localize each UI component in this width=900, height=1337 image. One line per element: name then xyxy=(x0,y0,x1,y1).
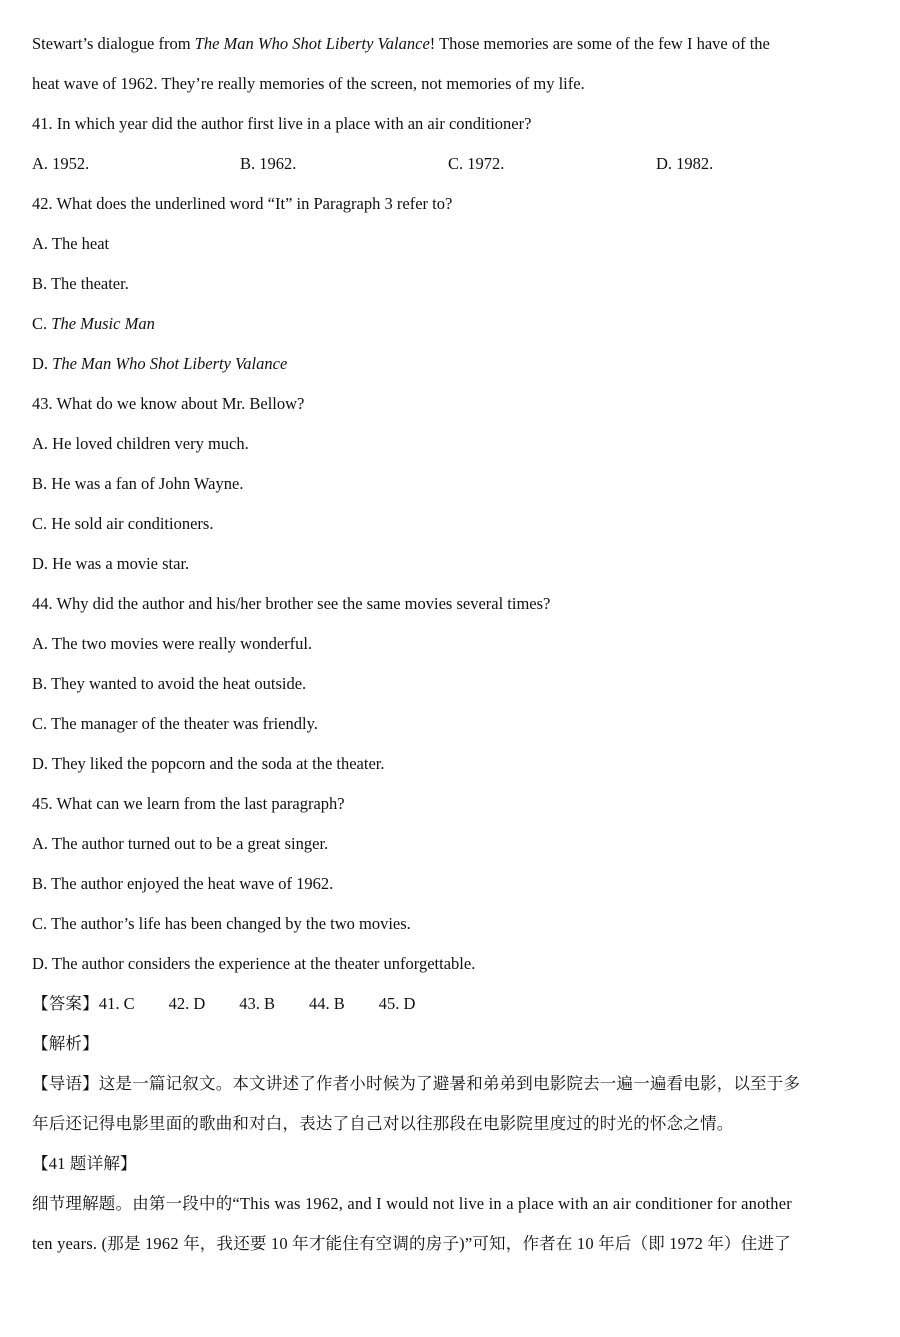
passage-text: ! Those memories are some of the few I have of the xyxy=(429,34,770,53)
question-stem: 43. What do we know about Mr. Bellow? xyxy=(32,394,305,413)
option-a: A. 1952. xyxy=(32,154,90,173)
option-b: B. The author enjoyed the heat wave of 1962. xyxy=(32,874,334,893)
option-letter: A. xyxy=(32,234,52,253)
option-a: A. The two movies were really wonderful. xyxy=(32,634,313,653)
option-d: D. He was a movie star. xyxy=(32,554,190,573)
option-b: B. They wanted to avoid the heat outside. xyxy=(32,674,307,693)
option-c: C. The manager of the theater was friendly. xyxy=(32,714,318,733)
option-d xyxy=(32,350,872,390)
option-letter: C. xyxy=(32,314,52,333)
passage-line xyxy=(32,30,872,70)
option-letter: D. xyxy=(32,354,53,373)
option-text: The heat xyxy=(51,234,110,253)
detail-heading: 【41 题详解】 xyxy=(32,1154,137,1173)
options-row xyxy=(32,150,872,190)
guide-line: 【导语】这是一篇记叙文。本文讲述了作者小时候为了避暑和弟弟到电影院去一遍一遍看电影，以至于多 xyxy=(32,1074,801,1093)
option-text: The theater. xyxy=(50,274,129,293)
passage-text: Stewart’s dialogue from xyxy=(32,34,195,53)
option-b: B. He was a fan of John Wayne. xyxy=(32,474,244,493)
option-c xyxy=(32,310,872,350)
option-letter: B. xyxy=(32,274,51,293)
detail-line: 细节理解题。由第一段中的“This was 1962, and I would not live in a place with an air conditioner for another xyxy=(32,1194,792,1213)
option-text: The Music Man xyxy=(51,314,155,333)
answer-item: 41. C xyxy=(98,994,135,1013)
option-b xyxy=(32,270,872,310)
option-a: A. The author turned out to be a great singer. xyxy=(32,834,329,853)
detail-line: ten years. (那是 1962 年，我还要 10 年才能住有空调的房子)”可知，作者在 10 年后（即 1972 年）住进了 xyxy=(32,1234,791,1253)
analysis-label: 【解析】 xyxy=(32,1034,99,1053)
question-stem: 41. In which year did the author first live in a place with an air conditioner? xyxy=(32,114,532,133)
option-c: C. 1972. xyxy=(448,154,505,173)
answer-label: 【答案】 xyxy=(32,994,99,1013)
option-text: The Man Who Shot Liberty Valance xyxy=(52,354,288,373)
passage-line: heat wave of 1962. They’re really memories of the screen, not memories of my life. xyxy=(32,74,585,93)
question-stem: 44. Why did the author and his/her brother see the same movies several times? xyxy=(32,594,551,613)
document-page xyxy=(32,30,872,1270)
answer-key xyxy=(32,990,872,1030)
guide-line: 年后还记得电影里面的歌曲和对白，表达了自己对以往那段在电影院里度过的时光的怀念之情。 xyxy=(32,1114,734,1133)
answer-item: 43. B xyxy=(239,994,276,1013)
option-a: A. He loved children very much. xyxy=(32,434,249,453)
question-stem: 42. What does the underlined word “It” in Paragraph 3 refer to? xyxy=(32,194,453,213)
option-d: D. 1982. xyxy=(656,154,714,173)
option-a xyxy=(32,230,872,270)
answer-item: 42. D xyxy=(168,994,206,1013)
answer-item: 44. B xyxy=(309,994,345,1013)
option-b: B. 1962. xyxy=(240,154,297,173)
answer-item: 45. D xyxy=(378,994,416,1013)
question-stem: 45. What can we learn from the last paragraph? xyxy=(32,794,345,813)
movie-title: The Man Who Shot Liberty Valance xyxy=(194,34,430,53)
option-c: C. The author’s life has been changed by the two movies. xyxy=(32,914,411,933)
option-c: C. He sold air conditioners. xyxy=(32,514,214,533)
option-d: D. They liked the popcorn and the soda at the theater. xyxy=(32,754,385,773)
option-d: D. The author considers the experience at the theater unforgettable. xyxy=(32,954,476,973)
